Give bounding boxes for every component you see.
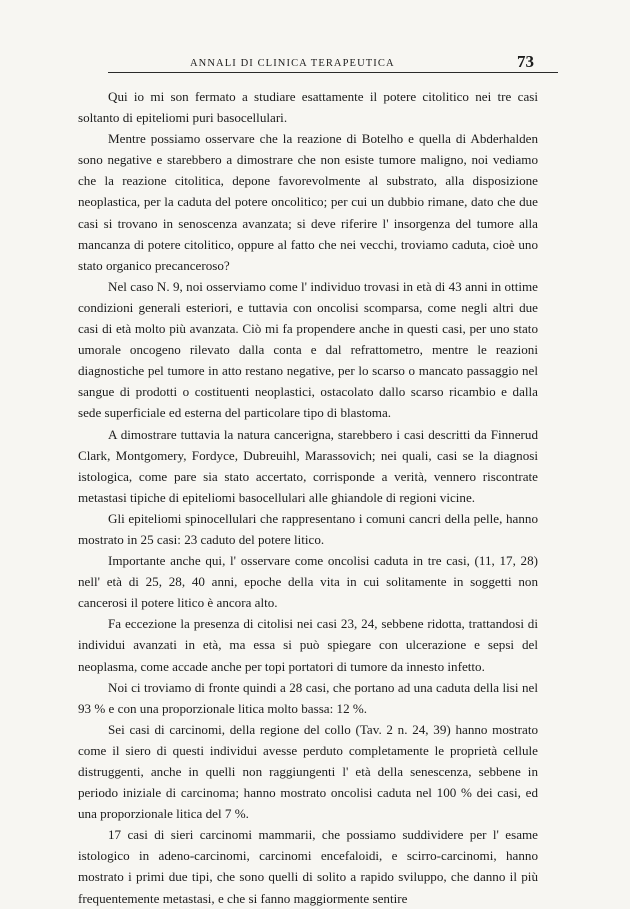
body-text	[78, 86, 538, 909]
paragraph: Nel caso N. 9, noi osserviamo come l' individuo trovasi in età di 43 anni in ottime condizioni generali esteriori, e tuttavia con oncolisi scomparsa, come negli altri due casi di età molto più avanzata. Ciò mi fa propendere anche in questi casi, per uno stato umorale oncogeno rilevato dalla conta e dal refrattometro, mentre le reazioni diagnostiche pel tumore in atto restano negative, per lo scarso o mancato passaggio nel sangue di prodotti o costituenti neoplastici, ostacolato dallo scarso ricambio e dalla sede superficiale ed esterna del particolare tipo di blastoma.	[78, 278, 538, 421]
page-number: 73	[517, 52, 534, 71]
paragraph: Mentre possiamo osservare che la reazione di Botelho e quella di Abderhalden sono negative e starebbero a dimostrare che non esiste tumore maligno, noi vediamo che la reazione citolitica, depone favorevolmente al substrato, alla disposizione neoplastica, per la caduta del potere oncolitico; per cui un dubbio rimane, dato che due casi si trovano in senoscenza avanzata; si deve riferire l' insorgenza del tumore alla mancanza di potere citolitico, oppure al fatto che nei vecchi, troviamo caduta, cioè uno stato organico precanceroso?	[78, 131, 538, 273]
header-rule	[108, 72, 558, 73]
paragraph: Gli epiteliomi spinocellulari che rappresentano i comuni cancri della pelle, hanno mostrato in 25 casi: 23 caduto del potere litico.	[78, 510, 538, 547]
paragraph: A dimostrare tuttavia la natura cancerigna, starebbero i casi descritti da Finnerud Clark, Montgomery, Fordyce, Dubreuihl, Marassovich; nei quali, casi se la diagnosi istologica, come pare sia stato accertato, corrisponde a verità, vennero riscontrate metastasi tipiche di epiteliomi basocellulari alle ghiandole di regioni vicine.	[78, 426, 538, 505]
paragraph: Sei casi di carcinomi, della regione del collo (Tav. 2 n. 24, 39) hanno mostrato come il siero di questi individui avesse perduto completamente le proprietà cellule distruggenti, anche in quelli non raggiungenti l' età della senescenza, sebbene in periodo iniziale di carcinoma; hanno mostrato oncolisi caduta nel 100 % dei casi, ed una proporzionale litica del 7 %.	[78, 721, 538, 822]
paragraph: Noi ci troviamo di fronte quindi a 28 casi, che portano ad una caduta della lisi nel 93 % e con una proporzionale litica molto bassa: 12 %.	[78, 679, 538, 716]
running-head: ANNALI DI CLINICA TERAPEUTICA	[190, 58, 395, 69]
paragraph: Importante anche qui, l' osservare come oncolisi caduta in tre casi, (11, 17, 28) nell' età di 25, 28, 40 anni, epoche della vita in cui solitamente in soggetti non cancerosi il potere litico è ancora alto.	[78, 553, 538, 611]
paragraph: Fa eccezione la presenza di citolisi nei casi 23, 24, sebbene ridotta, trattandosi di individui avanzati in età, ma essa si può spiegare con ulcerazione e sepsi del neoplasma, come accade anche per topi portatori di tumore da innesto infetto.	[78, 616, 538, 674]
paragraph: 17 casi di sieri carcinomi mammarii, che possiamo suddividere per l' esame istologico in adeno-carcinomi, carcinomi encefaloidi, e scirro-carcinomi, hanno mostrato i primi due tipi, che sono quelli di solito a rapido sviluppo, che danno il più frequentemente metastasi, e che si fanno maggiormente sentire	[78, 827, 538, 906]
paragraph: Qui io mi son fermato a studiare esattamente il potere citolitico nei tre casi soltanto di epiteliomi puri basocellulari.	[78, 89, 538, 126]
